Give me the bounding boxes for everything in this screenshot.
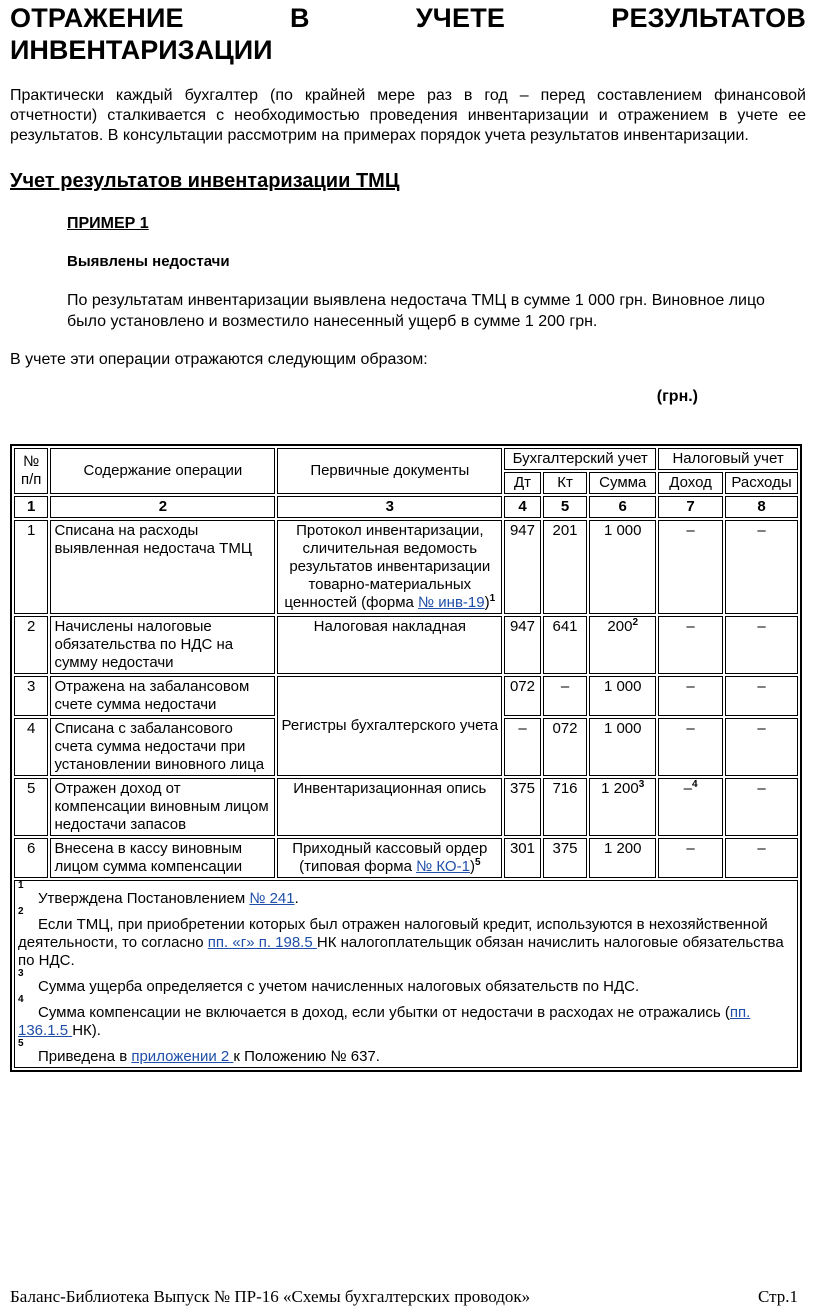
footnote-text: Сумма компенсации не включается в доход, если убытки от недостачи в расходах не отражались (	[38, 1004, 730, 1021]
unit-label: (грн.)	[656, 388, 698, 405]
row-docs: Налоговая накладная	[277, 616, 502, 674]
footnote-text: Приведена в	[38, 1048, 132, 1065]
page-footer	[10, 1287, 802, 1307]
doc-after: )	[469, 858, 475, 875]
footnote-mark: 5	[18, 1038, 24, 1049]
footnotes-row	[14, 880, 798, 1068]
example-subheading: Выявлены недостачи	[67, 253, 230, 270]
table-row	[14, 676, 798, 716]
row-expenses: –	[725, 616, 798, 674]
footnote-mark: 1	[18, 880, 24, 891]
page-content	[10, 0, 806, 406]
footnote-text: Сумма ущерба определяется с учетом начисленных налоговых обязательств по НДС.	[38, 978, 640, 995]
row-income: –	[658, 616, 723, 674]
row-kt: 716	[543, 778, 588, 836]
row-content: Списана на расходы выявленная недостача ТМЦ	[50, 520, 275, 614]
header-tax: Налоговый учет	[658, 448, 798, 470]
col-number: 4	[504, 496, 540, 518]
row-num: 6	[14, 838, 48, 878]
row-dt: 072	[504, 676, 540, 716]
header-dt: Дт	[504, 472, 540, 494]
col-number: 2	[50, 496, 275, 518]
row-content: Начислены налоговые обязательства по НДС на сумму недостачи	[50, 616, 275, 674]
row-sum: 1 000	[589, 520, 656, 614]
row-dt: 301	[504, 838, 540, 878]
footnote-text: Если ТМЦ, при приобретении которых был отражен налоговый кредит, используются в нехозяйственной деятельности, то согласно	[18, 916, 768, 951]
footnote-after: НК налогоплательщик обязан начислить налоговые обязательства по НДС.	[18, 934, 784, 969]
col-number: 1	[14, 496, 48, 518]
table-row	[14, 838, 798, 878]
footnote-after: .	[294, 890, 299, 907]
row-sum	[589, 778, 656, 836]
footnote-ref: 4	[691, 779, 698, 790]
footnote-3	[18, 970, 794, 996]
row-num: 5	[14, 778, 48, 836]
row-num: 4	[14, 718, 48, 776]
page-title-line1	[10, 2, 806, 34]
example-text: По результатам инвентаризации выявлена недостача ТМЦ в сумме 1 000 грн. Виновное лицо было установлено и возместило нанесенный ущерб в сумме 1 200 грн.	[67, 292, 765, 330]
intro-paragraph: Практически каждый бухгалтер (по крайней мере раз в год – перед составлением финансовой отчетности) сталкивается с необходимостью проведения инвентаризации и отражением в учете ее результатов. В консультации рассмотрим на примерах порядок учета результатов инвентаризации.	[10, 87, 806, 144]
example-heading: ПРИМЕР 1	[67, 215, 149, 232]
footer-publication: Баланс-Библиотека Выпуск № ПР-16 «Схемы бухгалтерских проводок»	[10, 1287, 531, 1306]
row-dt: 947	[504, 520, 540, 614]
row-income: –	[658, 718, 723, 776]
footnote-link-198-5[interactable]: пп. «г» п. 198.5	[207, 934, 317, 951]
row-sum: 1 000	[589, 718, 656, 776]
footnotes	[14, 880, 798, 1068]
col-number: 5	[543, 496, 588, 518]
header-sum: Сумма	[589, 472, 656, 494]
footnote-ref: 1	[489, 593, 496, 604]
footnote-after: к Положению № 637.	[233, 1048, 380, 1065]
footnote-after: НК).	[72, 1022, 101, 1039]
row-expenses: –	[725, 676, 798, 716]
footer-page-number: Стр.1	[757, 1287, 798, 1306]
footnote-text: Утверждена Постановлением	[38, 890, 250, 907]
footnote-1	[18, 882, 794, 908]
row-expenses: –	[725, 718, 798, 776]
sum-value: 1 200	[601, 780, 639, 797]
table-row	[14, 520, 798, 614]
footnote-mark: 2	[18, 906, 24, 917]
header-accounting: Бухгалтерский учет	[504, 448, 656, 470]
row-content: Списана с забалансового счета сумма недостачи при установлении виновного лица	[50, 718, 275, 776]
page-title-line2: ИНВЕНТАРИЗАЦИИ	[10, 35, 273, 65]
title-word: РЕЗУЛЬТАТОВ	[611, 3, 807, 33]
row-num: 2	[14, 616, 48, 674]
row-num: 1	[14, 520, 48, 614]
row-expenses: –	[725, 838, 798, 878]
row-content: Внесена в кассу виновным лицом сумма компенсации	[50, 838, 275, 878]
title-word: ОТРАЖЕНИЕ	[10, 3, 184, 33]
row-docs: Инвентаризационная опись	[277, 778, 502, 836]
footnote-mark: 4	[18, 994, 24, 1005]
footnote-ref: 3	[638, 779, 645, 790]
header-expenses: Расходы	[725, 472, 798, 494]
row-docs: Регистры бухгалтерского учета	[277, 676, 502, 776]
row-dt: 947	[504, 616, 540, 674]
row-docs	[277, 520, 502, 614]
income-value: –	[683, 780, 692, 797]
row-content: Отражена на забалансовом счете сумма недостачи	[50, 676, 275, 716]
doc-link-inv19[interactable]: № инв-19	[418, 594, 485, 611]
col-number: 7	[658, 496, 723, 518]
row-kt: –	[543, 676, 588, 716]
row-sum: 1 000	[589, 676, 656, 716]
footnote-link-136-1-5[interactable]: пп. 136.1.5	[18, 1004, 751, 1039]
col-number: 8	[725, 496, 798, 518]
row-income: –	[658, 676, 723, 716]
row-expenses: –	[725, 778, 798, 836]
header-num: № п/п	[14, 448, 48, 494]
row-expenses: –	[725, 520, 798, 614]
column-numbers-row	[14, 496, 798, 518]
footnote-ref: 2	[632, 617, 639, 628]
row-content: Отражен доход от компенсации виновным лицом недостачи запасов	[50, 778, 275, 836]
row-dt: 375	[504, 778, 540, 836]
postings-table	[10, 444, 802, 1072]
doc-text: Приходный кассовый ордер (типовая форма	[292, 840, 488, 875]
row-income	[658, 778, 723, 836]
table-header-row	[14, 448, 798, 470]
footnote-5	[18, 1040, 794, 1066]
lead-text: В учете эти операции отражаются следующим образом:	[10, 351, 428, 368]
footnote-link-appendix-2[interactable]: приложении 2	[131, 1048, 234, 1065]
doc-text: Протокол инвентаризации, сличительная ведомость результатов инвентаризации товарно-материальных ценностей (форма	[284, 522, 491, 611]
col-number: 3	[277, 496, 502, 518]
row-income: –	[658, 520, 723, 614]
row-income: –	[658, 838, 723, 878]
col-number: 6	[589, 496, 656, 518]
row-num: 3	[14, 676, 48, 716]
doc-link-ko1[interactable]: № КО-1	[416, 858, 470, 875]
row-dt: –	[504, 718, 540, 776]
header-income: Доход	[658, 472, 723, 494]
footnote-4	[18, 996, 794, 1040]
sum-value: 200	[607, 618, 633, 635]
row-sum: 1 200	[589, 838, 656, 878]
table-row	[14, 778, 798, 836]
row-docs	[277, 838, 502, 878]
table-row	[14, 616, 798, 674]
row-kt: 072	[543, 718, 588, 776]
row-sum	[589, 616, 656, 674]
section-heading: Учет результатов инвентаризации ТМЦ	[10, 170, 400, 192]
title-word: УЧЕТЕ	[415, 3, 506, 33]
footnote-2	[18, 908, 794, 970]
footnote-link-241[interactable]: № 241	[249, 890, 295, 907]
row-kt: 641	[543, 616, 588, 674]
footnote-ref: 5	[474, 857, 481, 868]
header-docs: Первичные документы	[277, 448, 502, 494]
doc-after: )	[484, 594, 490, 611]
footnote-mark: 3	[18, 968, 24, 979]
title-word: В	[289, 3, 310, 33]
header-content: Содержание операции	[50, 448, 275, 494]
header-kt: Кт	[543, 472, 588, 494]
row-kt: 375	[543, 838, 588, 878]
row-kt: 201	[543, 520, 588, 614]
